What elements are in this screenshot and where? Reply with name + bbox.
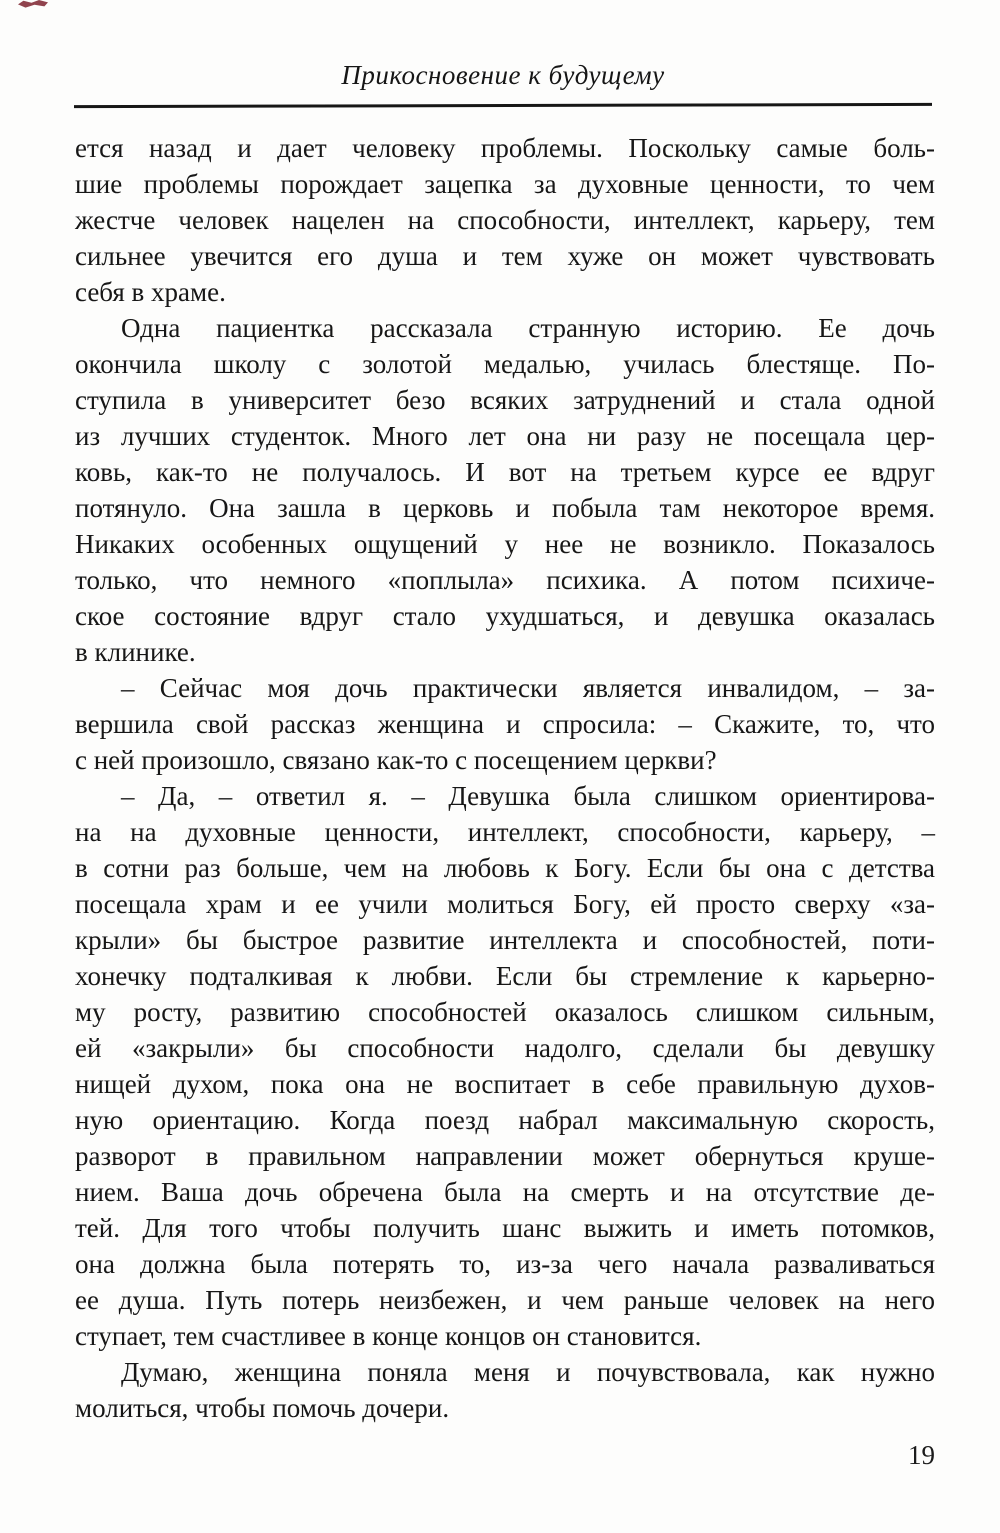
text-line: му росту, развитию способностей оказалось слишком сильным, (75, 997, 935, 1027)
scan-artifact-mark (18, 0, 48, 8)
running-header-title: Прикосновение к будущему (341, 60, 665, 90)
text-line: посещала храм и ее учили молиться Богу, ей просто сверху «за- (75, 889, 935, 919)
header-rule (74, 103, 932, 108)
text-line: ступает, тем счастливее в конце концов он становится. (75, 1321, 702, 1351)
text-line: ступила в университет безо всяких затруднений и стала одной (75, 385, 935, 415)
text-line: в сотни раз больше, чем на любовь к Богу. Если бы она с детства (75, 853, 935, 883)
text-line: крыли» бы быстрое развитие интеллекта и способностей, поти- (75, 925, 935, 955)
text-line: вершила свой рассказ женщина и спросила: – Скажите, то, что (75, 709, 935, 739)
text-line: себя в храме. (75, 277, 226, 307)
text-line: нием. Ваша дочь обречена была на смерть и на отсутствие де- (75, 1177, 935, 1207)
text-line: Одна пациентка рассказала странную историю. Ее дочь (121, 313, 935, 343)
text-block (75, 130, 935, 1426)
text-line: ее душа. Путь потерь неизбежен, и чем раньше человек на него (75, 1285, 935, 1315)
paragraph (75, 670, 935, 778)
text-line: ется назад и дает человеку проблемы. Поскольку самые боль- (75, 133, 935, 163)
text-line: ковь, как-то не получалось. И вот на третьем курсе ее вдруг (75, 457, 935, 487)
text-line: нищей духом, пока она не воспитает в себе правильную духов- (75, 1069, 935, 1099)
text-line: с ней произошло, связано как-то с посещением церкви? (75, 745, 717, 775)
text-line: разворот в правильном направлении может обернуться круше- (75, 1141, 935, 1171)
text-line: в клинике. (75, 637, 196, 667)
page-number: 19 (908, 1440, 935, 1470)
paragraph (75, 310, 935, 670)
paragraph (75, 778, 935, 1354)
text-line: из лучших студенток. Много лет она ни разу не посещала цер- (75, 421, 935, 451)
text-line: только, что немного «поплыла» психика. А потом психиче- (75, 565, 935, 595)
text-line: она должна была потерять то, из-за чего начала разваливаться (75, 1249, 935, 1279)
text-line: ей «закрыли» бы способности надолго, сделали бы девушку (75, 1033, 935, 1063)
text-line: ную ориентацию. Когда поезд набрал максимальную скорость, (75, 1105, 935, 1135)
text-line: тей. Для того чтобы получить шанс выжить и иметь потомков, (75, 1213, 935, 1243)
text-line: ское состояние вдруг стало ухудшаться, и девушка оказалась (75, 601, 935, 631)
text-line: на на духовные ценности, интеллект, способности, карьеру, – (75, 817, 935, 847)
text-line: хонечку подталкивая к любви. Если бы стремление к карьерно- (75, 961, 935, 991)
text-line: окончила школу с золотой медалью, училась блестяще. По- (75, 349, 935, 379)
text-line: Никаких особенных ощущений у нее не возникло. Показалось (75, 529, 935, 559)
text-line: Думаю, женщина поняла меня и почувствовала, как нужно (121, 1357, 935, 1387)
text-line: шие проблемы порождает зацепка за духовные ценности, то чем (75, 169, 935, 199)
paragraph (75, 130, 935, 310)
text-line: – Сейчас моя дочь практически является инвалидом, – за- (121, 673, 935, 703)
paragraph (75, 1354, 935, 1426)
text-line: жестче человек нацелен на способности, интеллект, карьеру, тем (75, 205, 935, 235)
text-line: молиться, чтобы помочь дочери. (75, 1393, 450, 1423)
text-line: сильнее увечится его душа и тем хуже он может чувствовать (75, 241, 935, 271)
text-line: – Да, – ответил я. – Девушка была слишком ориентирова- (121, 781, 935, 811)
text-line: потянуло. Она зашла в церковь и побыла там некоторое время. (75, 493, 935, 523)
